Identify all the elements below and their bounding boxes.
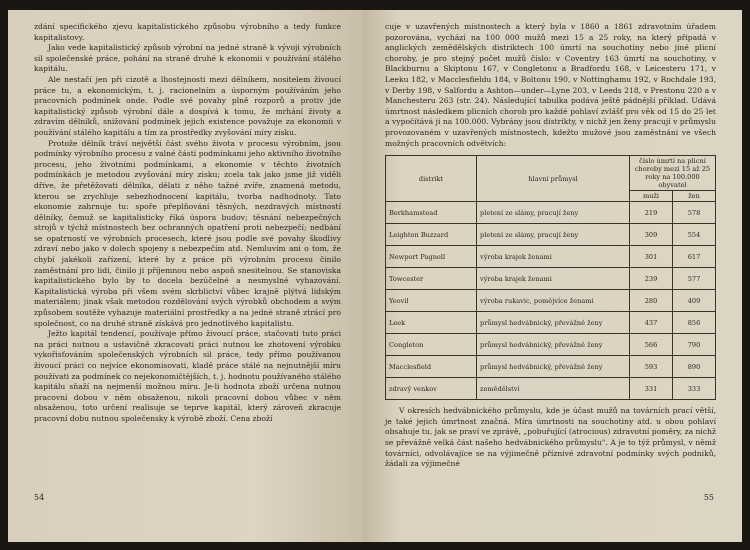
table-cell-district: Leek xyxy=(386,312,477,334)
table-cell-men: 566 xyxy=(630,334,673,356)
paragraph: Jako vede kapitalistický způsob výrobní na jedné straně k vývoji výrobních sil společenské práce, pohání na straně druhé k ekonomii v používání stálého kapitálu. xyxy=(34,43,341,74)
table-row xyxy=(386,224,716,246)
table-cell-men: 280 xyxy=(630,290,673,312)
table-cell-industry: výroba rukavic, pomějvíce ženami xyxy=(477,290,630,312)
table-cell-district: Macclesfield xyxy=(386,356,477,378)
table-cell-district: Towcester xyxy=(386,268,477,290)
table-cell-district: Congleton xyxy=(386,334,477,356)
paragraph: Protože dělník tráví největší část svého života v procesu výrobním, jsou podmínky výrobního procesu z valné části podmínkami jeho aktivního životního procesu, jeho životními podmínkami, a ekonomie v těchto životních podmínkách je metodou zvyšování míry zisku; zcela tak jako jsme již viděli dříve, že přetěžovati dělníka, dělati z něho tažné zvíře, znamená metodu, kterou se zrychluje sebezhodnocení kapitálu, tvorba nadhodnoty. Tato ekonomie zahrnuje tu: spoře přeplňování těsných, nezdravých místností dělníky, čemuž se kapitalisticky říká úspora budov; těsnání nebezpečných strojů v týchž místnostech bez ochranných opatření proti nebezpečí; nedbání se opatrností ve výrobních procesech, které jsou podle své povahy škodlivy zdraví nebo jako v dolech spojeny s nebezpečím atd. Nemluvím ani o tom, že chybí jakékoli zařízení, které by z práce při výrobním procesu činilo zaměstnání pro lidi, činilo ji příjemnou nebo aspoň snesitelnou. Se stanoviska kapitalistického bylo by to docela bezúčelné a nesmyslné vyhazování. Kapitalistická výroba při všem svém skrblictví vůbec krajně plýtvá lidským materiálem; jinak však metodou rozdělování svých výrobků obchodem a svým způsobem soutěže vyhazuje materiální prostředky a na jedné straně ztrácí pro společnost, co na druhé straně získává pro jednotlivého kapitalistu. xyxy=(34,138,341,328)
table-cell-women: 790 xyxy=(673,334,716,356)
paragraph: V okresích hedvábnického průmyslu, kde je účast mužů na továrních prací větší, je také jejich úmrtnost značná. Míra úmrtnosti na souchotiny atd. u obou pohlaví obsahuje tu, jak se praví ve zprávě, „pobuřující (atrocious) zdravotní poměry, za nichž se převážně velká část našeho hedvábnického průmyslu". A je to týž průmysl, v němž továrníci, odvolávajíce se na výjimečně příznivé zdravotní podmínky svých podniků, žádali za výjimečné xyxy=(385,406,716,469)
table-cell-women: 578 xyxy=(673,202,716,224)
right-page xyxy=(363,10,742,542)
table-row xyxy=(386,334,716,356)
table-cell-men: 593 xyxy=(630,356,673,378)
table-cell-women: 890 xyxy=(673,356,716,378)
paragraph: Ježto kapitál tendencí, používaje přímo živoucí práce, stačovati tuto práci na práci nutnou a ustavičně zkracovati práci nutnou ke zhotovení výrobku vykořisťováním společenských výrobních sil práce, tedy přímo používanou živoucí práci co nejvíce ekonomisovati, kladě práce stálé na nejnutnější míru používati za podmínek co nejekonomičtějších, t. j. hodnotu používaného stálého kapitálu sňaží na nejmenší možnou míru. Je-li hodnota zboží určena nutnou pracovní dobou v něm obsaženou, nikoli pracovní dobou vůbec v něm obsaženou, toto určení realisuje se teprve kapitál, který zároveň zkracuje pracovní dobu nutnou společensky k výrobě zboží. Cena zboží xyxy=(34,329,341,423)
table-cell-industry: výroba krajek ženami xyxy=(477,268,630,290)
paragraph: zdání specifického zjevu kapitalistického způsobu výrobního a tedy funkce kapitalistovy. xyxy=(34,22,341,42)
table-row xyxy=(386,268,716,290)
table-cell-district: Yeovil xyxy=(386,290,477,312)
table-cell-industry: průmysl hedvábnický, převážně ženy xyxy=(477,334,630,356)
mortality-table xyxy=(385,155,716,400)
table-cell-industry: průmysl hedvábnický, převážně ženy xyxy=(477,312,630,334)
book-spread xyxy=(8,10,742,542)
table-cell-women: 409 xyxy=(673,290,716,312)
table-row xyxy=(386,202,716,224)
table-cell-district: Newport Pagnell xyxy=(386,246,477,268)
table-header-women: žen xyxy=(673,191,716,202)
table-cell-industry: zemědělství xyxy=(477,378,630,400)
table-row xyxy=(386,356,716,378)
table-row xyxy=(386,246,716,268)
table-cell-industry: průmysl hedvábnický, převážně ženy xyxy=(477,356,630,378)
table-row xyxy=(386,312,716,334)
table-cell-men: 331 xyxy=(630,378,673,400)
table-cell-men: 301 xyxy=(630,246,673,268)
table-row xyxy=(386,290,716,312)
paragraph: Ale nestačí jen při cizotě a lhostejnosti mezi dělníkem, nositelem živoucí práce tu, a ekonomickým, t. j. racionelním a úsporným používáním jeho pracovních podmínek onde. Podle své povahy plně rozporů a protiv jde kapitalistický způsob výrobní dále a dospívá k tomu, že mrhání životy a zdravím dělníků, snižování podmínek jejich existence považuje za ekonomii v používání stálého kapitálu a tím za prostředky zvyšování míry zisku. xyxy=(34,74,341,137)
table-cell-men: 437 xyxy=(630,312,673,334)
table-header-men: muži xyxy=(630,191,673,202)
table-cell-women: 554 xyxy=(673,224,716,246)
page-number: 54 xyxy=(34,493,45,502)
table-cell-district: Berkhamstead xyxy=(386,202,477,224)
table-cell-women: 577 xyxy=(673,268,716,290)
page-number: 55 xyxy=(703,493,714,502)
left-page xyxy=(8,10,363,542)
table-cell-industry: pletení ze slámy, pracují ženy xyxy=(477,202,630,224)
table-cell-women: 617 xyxy=(673,246,716,268)
table-cell-industry: výroba krajek ženami xyxy=(477,246,630,268)
table-header-district: distrikt xyxy=(386,156,477,202)
table-cell-men: 239 xyxy=(630,268,673,290)
table-cell-men: 219 xyxy=(630,202,673,224)
table-header-rate: číslo úmrtí na plicní choroby mezi 15 až 25 roky na 100.000 obyvatel xyxy=(630,156,716,191)
table-header-industry: hlavní průmysl xyxy=(477,156,630,202)
table-cell-district: zdravý venkov xyxy=(386,378,477,400)
table-cell-district: Leighton Buzzard xyxy=(386,224,477,246)
paragraph: cuje v uzavřených místnostech a který byla v 1860 a 1861 zdravotním úřadem pozorována, vychází na 100 000 mužů mezi 15 a 25 roky, na který připadá v anglických zemědělských distriktech 100 úmrtí na souchotiny nebo jiné plicní choroby, je pro stejný počet mužů číslo: v Coventry 163 úmrtí na souchotiny, v Blackburnu a Skiptonu 167, v Congletonu a Bradfordu 168, v Leicesteru 171, v Leeku 182, v Macclesfieldu 184, v Boltonu 190, v Nottinghamu 192, v Rochdale 193, v Derby 198, v Salfordu a Ashton—under—Lyne 203, v Leeds 218, v Prestonu 220 a v Manchesteru 263 (str. 24). Následující tabulka podává ještě pádnější příklad. Udává úmrtnost následkem plicních chorob pro každé pohlaví zvlášť pro věk od 15 do 25 let a vypočítává ji na 100.000. Vybrány jsou distrikty, v nichž jen ženy pracují v průmyslu provozovaném v uzavřených místnostech, kdežto mužové jsou zaměstnáni ve všech možných pracovních odvětvích: xyxy=(385,22,716,148)
table-cell-men: 309 xyxy=(630,224,673,246)
table-row xyxy=(386,378,716,400)
table-cell-women: 333 xyxy=(673,378,716,400)
table-cell-women: 856 xyxy=(673,312,716,334)
table-cell-industry: pletení ze slámy, pracují ženy xyxy=(477,224,630,246)
